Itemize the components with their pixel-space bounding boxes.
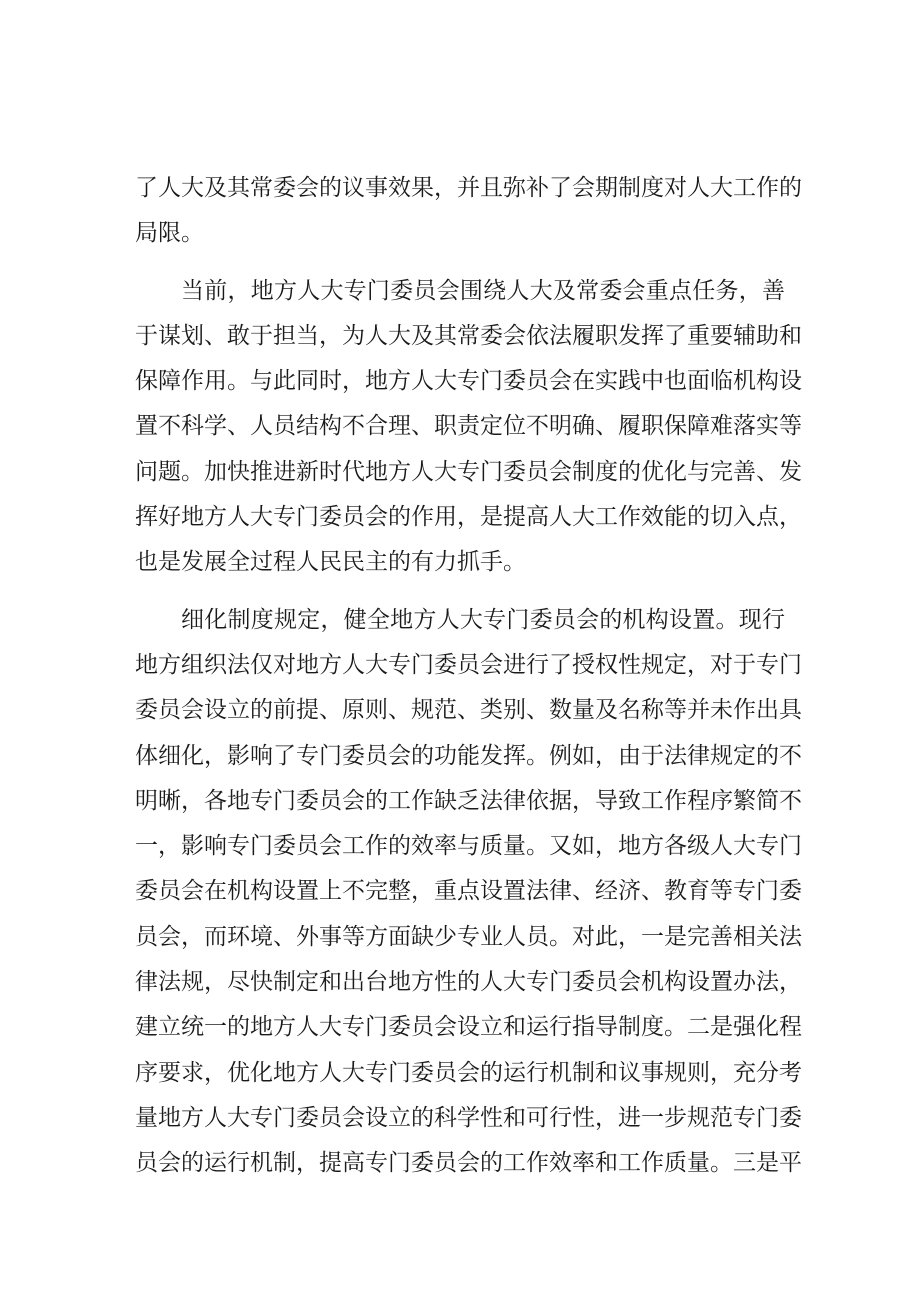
text-line: 也是发展全过程人民民主的有力抓手。 [135,549,526,576]
text-line: 于谋划、敢于担当，为人大及其常委会依法履职发挥了重要辅助和 [135,322,802,349]
text-line: 量地方人大专门委员会设立的科学性和可行性，进一步规范专门委 [135,1104,802,1131]
text-line: 委员会设立的前提、原则、规范、类别、数量及名称等并未作出具 [135,697,802,724]
text-line: 体细化，影响了专门委员会的功能发挥。例如，由于法律规定的不 [135,742,802,769]
text-line: 员会，而环境、外事等方面缺少专业人员。对此，一是完善相关法 [135,923,802,950]
text-line: 建立统一的地方人大专门委员会设立和运行指导制度。二是强化程 [135,1014,802,1041]
text-line: 委员会在机构设置上不完整，重点设置法律、经济、教育等专门委 [135,878,802,905]
text-line: 挥好地方人大专门委员会的作用，是提高人大工作效能的切入点， [135,504,802,531]
text-line: 细化制度规定，健全地方人大专门委员会的机构设置。现行 [181,606,785,633]
text-line: 当前，地方人大专门委员会围绕人大及常委会重点任务，善 [181,277,785,304]
text-line: 问题。加快推进新时代地方人大专门委员会制度的优化与完善、发 [135,458,802,485]
body-text [135,166,802,1187]
text-line: 地方组织法仅对地方人大专门委员会进行了授权性规定，对于专门 [135,651,802,678]
text-line: 序要求，优化地方人大专门委员会的运行机制和议事规则，充分考 [135,1059,802,1086]
text-line: 了人大及其常委会的议事效果，并且弥补了会期制度对人大工作的 [135,175,802,201]
text-line: 律法规，尽快制定和出台地方性的人大专门委员会机构设置办法， [135,969,802,996]
paragraph-3 [135,598,802,1187]
text-line: 员会的运行机制，提高专门委员会的工作效率和工作质量。三是平 [135,1150,802,1177]
paragraph-2 [135,269,802,586]
text-line: 一，影响专门委员会工作的效率与质量。又如，地方各级人大专门 [135,833,802,860]
text-line: 保障作用。与此同时，地方人大专门委员会在实践中也面临机构设 [135,368,802,395]
text-line: 明晰，各地专门委员会的工作缺乏法律依据，导致工作程序繁简不 [135,787,802,814]
text-line: 局限。 [135,220,204,247]
text-line: 置不科学、人员结构不合理、职责定位不明确、履职保障难落实等 [135,413,802,440]
paragraph-1 [135,166,802,257]
